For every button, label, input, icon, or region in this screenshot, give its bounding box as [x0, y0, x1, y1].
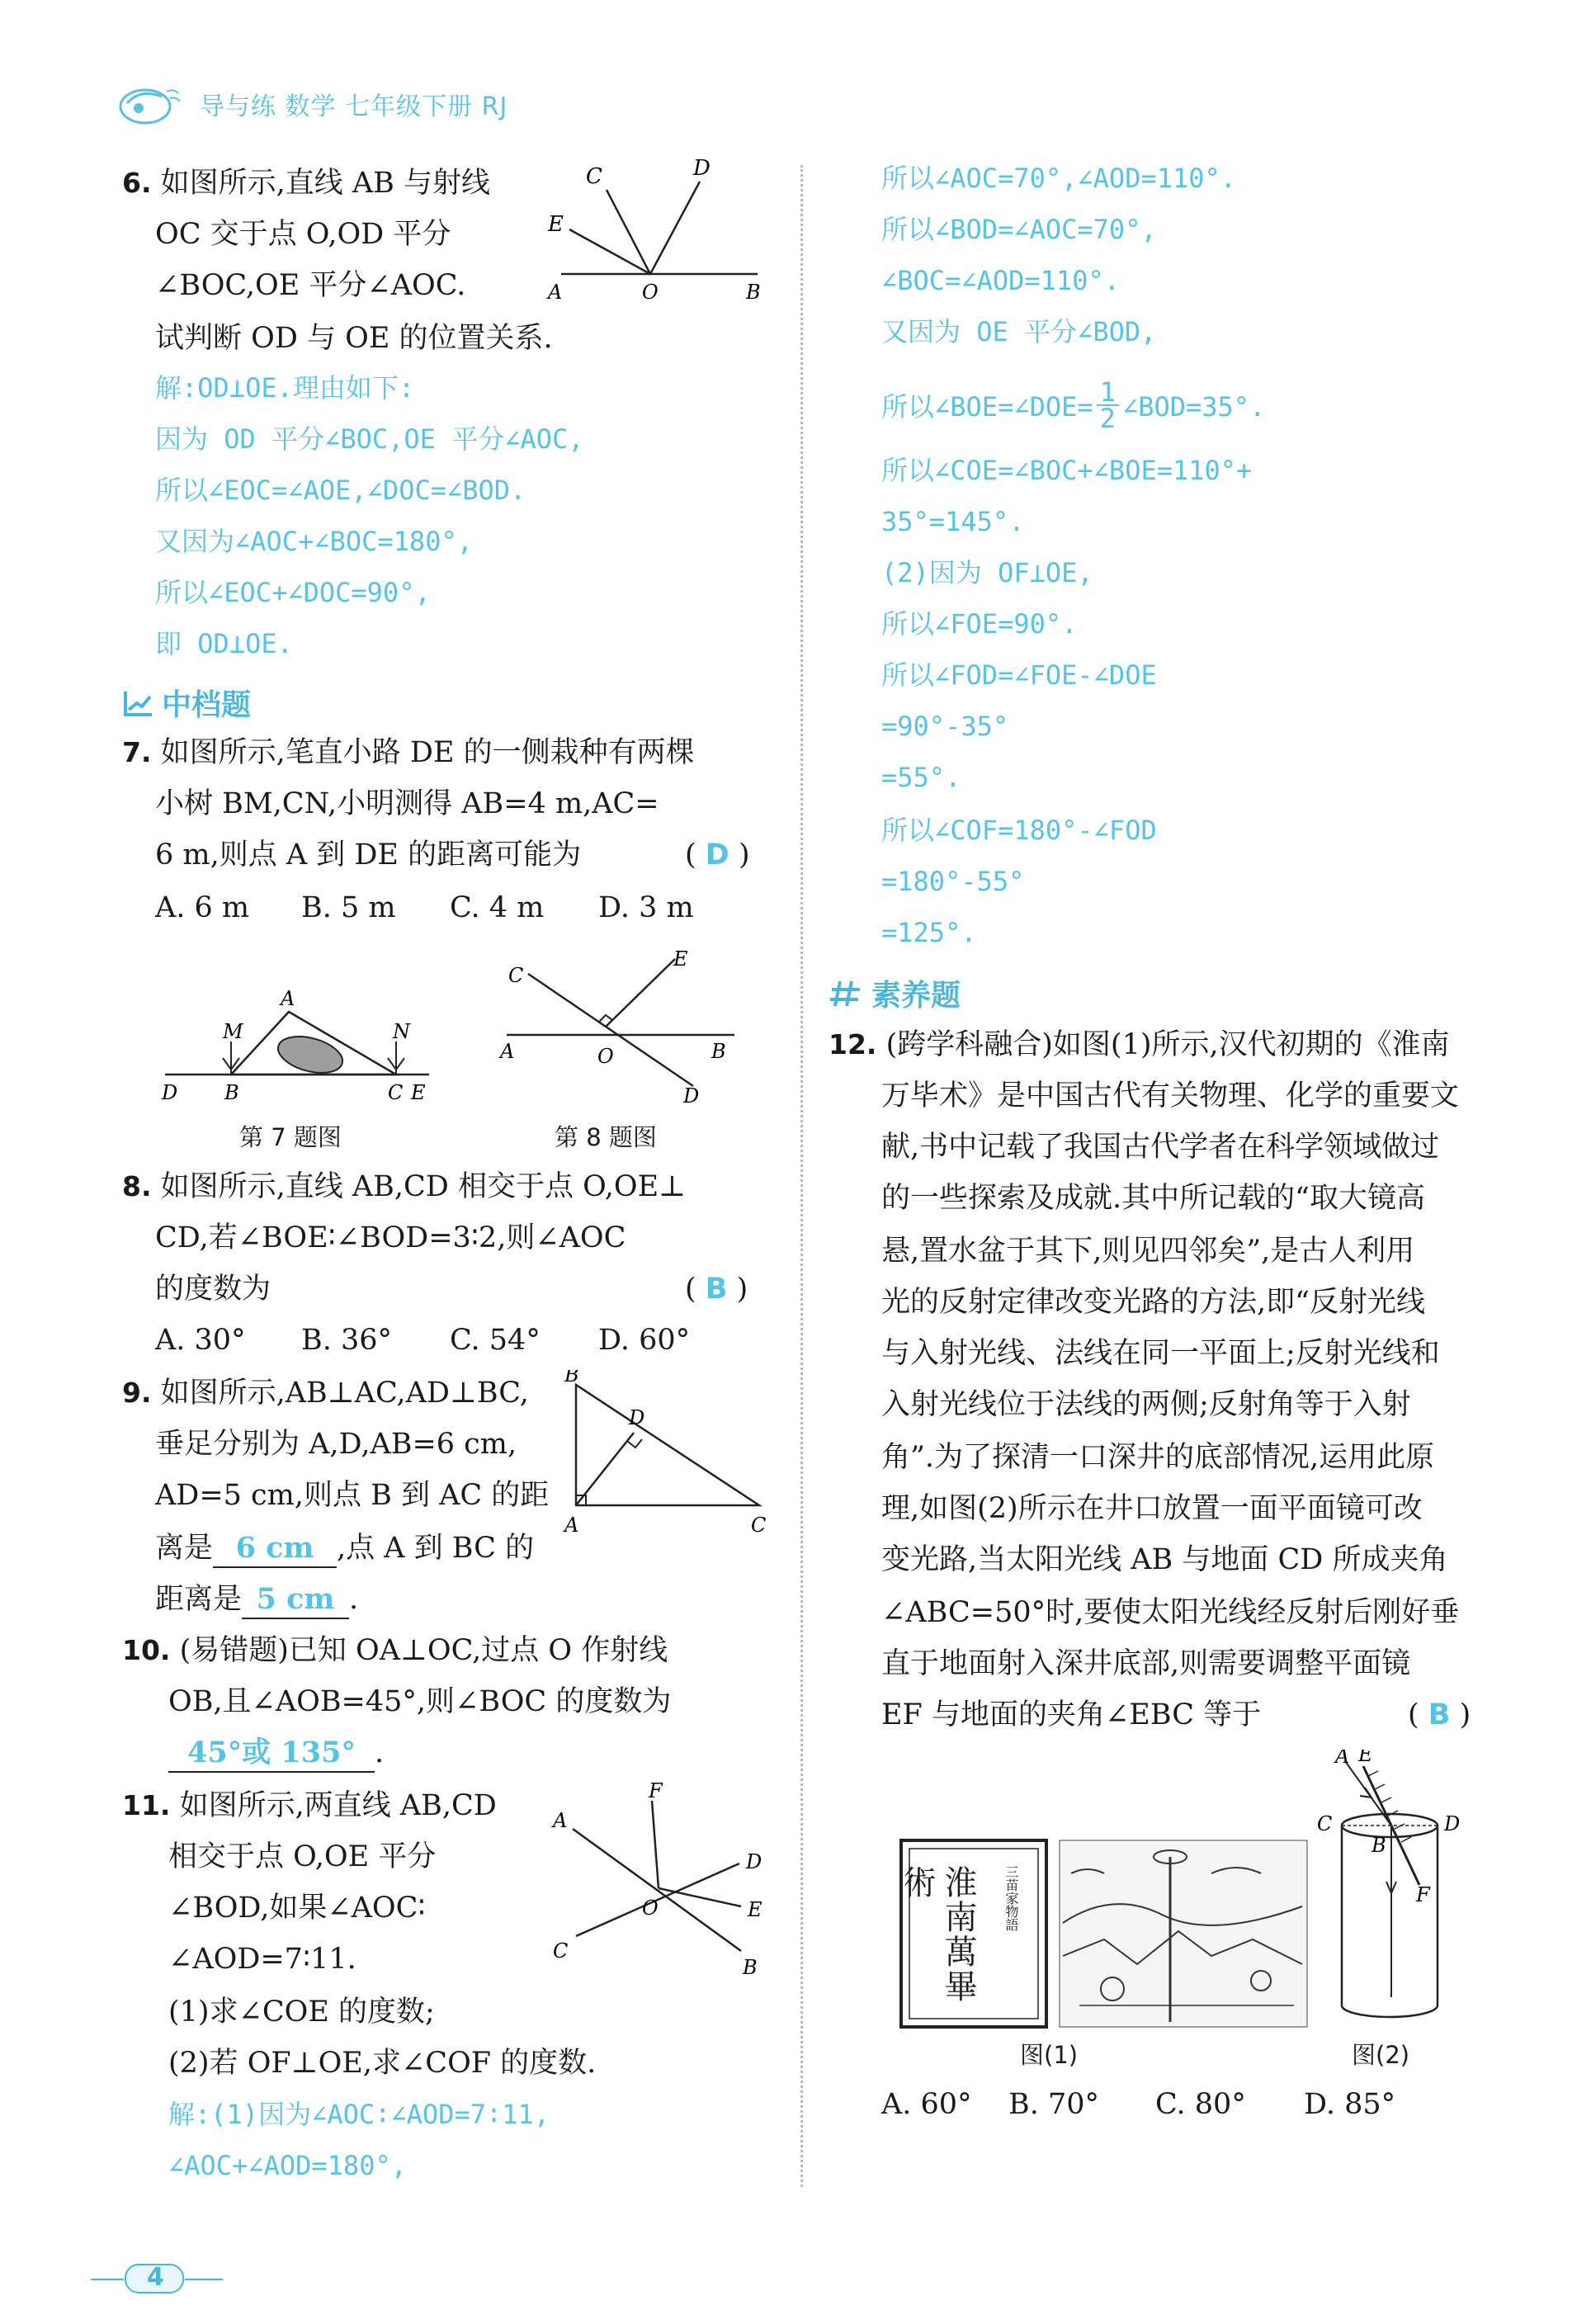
- label-f: F: [649, 1783, 663, 1802]
- label-c: C: [1317, 1812, 1333, 1835]
- answer-blank: 5 cm: [242, 1581, 349, 1619]
- option-b: B. 70°: [1008, 2088, 1100, 2121]
- solution-line: 即 OD⊥OE.: [155, 628, 293, 659]
- section-title: 中档题: [162, 688, 252, 722]
- solution-line: =125°.: [881, 917, 977, 948]
- section-mid: [122, 682, 251, 724]
- question-text: 变光路,当太阳光线 AB 与地面 CD 所成夹角: [881, 1543, 1448, 1576]
- question-text: 如图所示,直线 AB 与射线: [160, 167, 491, 200]
- option-a: A. 60°: [881, 2088, 972, 2121]
- answer-choice: B: [705, 1273, 728, 1306]
- figure-q11: [545, 1783, 776, 1984]
- label-o: O: [642, 281, 659, 304]
- label-c: C: [508, 964, 524, 987]
- label-a: A: [281, 987, 295, 1010]
- label-d: D: [683, 1084, 700, 1106]
- question-text: (跨学科融合)如图(1)所示,汉代初期的《淮南: [885, 1028, 1450, 1061]
- question-text: 如图所示,笔直小路 DE 的一侧栽种有两棵: [160, 736, 695, 769]
- figure-12-2: [1312, 1750, 1477, 2025]
- figure-q6: [536, 157, 784, 309]
- label-d: D: [1444, 1812, 1461, 1835]
- label-m: M: [223, 1020, 243, 1043]
- label-d: D: [162, 1081, 178, 1104]
- label-b: B: [743, 1956, 758, 1979]
- solution-line: 所以∠EOC=∠AOE,∠DOC=∠BOD.: [155, 475, 526, 506]
- question-text: AD=5 cm,则点 B 到 AC 的距: [155, 1479, 550, 1512]
- label-e: E: [411, 1081, 426, 1104]
- question-text: 垂足分别为 A,D,AB=6 cm,: [155, 1428, 517, 1461]
- header-title: 导与练 数学 七年级下册 RJ: [200, 92, 508, 121]
- option-c: C. 54°: [450, 1324, 541, 1357]
- solution-line: =180°-55°: [881, 866, 1025, 897]
- question-text: 小树 BM,CN,小明测得 AB=4 m,AC=: [155, 787, 659, 820]
- question-text: ∠ABC=50°时,要使太阳光线经反射后刚好垂: [881, 1596, 1460, 1629]
- label-e: E: [1358, 1750, 1373, 1766]
- book-title: 淮南萬畢術: [898, 1865, 977, 2004]
- figure-caption: 图(1): [1020, 2041, 1079, 2069]
- solution-line: 因为 OD 平分∠BOC,OE 平分∠AOC,: [155, 423, 584, 455]
- question-text: 6 m,则点 A 到 DE 的距离可能为: [155, 838, 582, 872]
- label-b: B: [1371, 1834, 1386, 1857]
- option-d: D. 3 m: [598, 891, 694, 924]
- solution-line: 所以∠COE=∠BOC+∠BOE=110°+: [881, 455, 1253, 486]
- solution-line: 所以∠BOD=∠AOC=70°,: [881, 214, 1157, 245]
- label-c: C: [751, 1514, 767, 1535]
- label-b: B: [564, 1370, 579, 1386]
- question-text: (易错题)已知 OA⊥OC,过点 O 作射线: [179, 1634, 668, 1667]
- solution-line: 又因为∠AOC+∠BOC=180°,: [155, 526, 473, 557]
- option-c: C. 80°: [1155, 2088, 1246, 2121]
- section-title: 素养题: [871, 979, 961, 1013]
- question-number: 6.: [122, 167, 152, 199]
- label-o: O: [597, 1045, 614, 1068]
- answer-choice: D: [705, 838, 729, 872]
- solution-line: ∠BOC=∠AOD=110°.: [881, 265, 1120, 296]
- book-side-text: 三苗家物語: [1003, 1865, 1019, 1931]
- answer-blank: 45°或 135°: [168, 1735, 375, 1773]
- label-a: A: [564, 1514, 579, 1535]
- logo-icon: [116, 80, 183, 128]
- question-number: 12.: [829, 1028, 877, 1060]
- question-text: 理,如图(2)所示在井口放置一面平面镜可改: [881, 1492, 1423, 1525]
- label-d: D: [746, 1850, 762, 1873]
- column-divider: [800, 165, 803, 2187]
- question-text: 如图所示,AB⊥AC,AD⊥BC,: [160, 1377, 529, 1410]
- option-d: D. 85°: [1304, 2088, 1396, 2121]
- label-a: A: [500, 1040, 515, 1063]
- label-e: E: [673, 947, 688, 971]
- question-text: EF 与地面的夹角∠EBC 等于: [881, 1698, 1262, 1731]
- option-c: C. 4 m: [450, 891, 545, 924]
- question-text: .: [349, 1583, 359, 1616]
- label-c: C: [586, 164, 602, 189]
- question-number: 9.: [122, 1377, 152, 1409]
- question-text: 如图所示,直线 AB,CD 相交于点 O,OE⊥: [160, 1170, 687, 1203]
- solution-line: =55°.: [881, 762, 961, 793]
- question-text: (2)若 OF⊥OE,求∠COF 的度数.: [168, 2047, 597, 2080]
- figure-caption: 第 8 题图: [555, 1123, 657, 1151]
- question-text: 离是: [155, 1532, 214, 1565]
- question-text: 献,书中记载了我国古代学者在科学领域做过: [881, 1131, 1440, 1164]
- question-text: 距离是: [155, 1583, 243, 1616]
- option-d: D. 60°: [598, 1324, 691, 1357]
- solution-line: ∠BOD=35°.: [1121, 391, 1266, 423]
- label-d: D: [693, 157, 711, 181]
- question-text: 光的反射定律改变光路的方法,即“反射光线: [881, 1286, 1426, 1319]
- option-a: A. 6 m: [155, 891, 250, 924]
- question-number: 11.: [122, 1789, 171, 1821]
- answer-blank: 6 cm: [213, 1530, 337, 1568]
- question-text: 与入射光线、法线在同一平面上;反射光线和: [881, 1337, 1440, 1370]
- question-text: 试判断 OD 与 OE 的位置关系.: [155, 322, 553, 355]
- figure-q7: [157, 982, 437, 1109]
- solution-line: (2)因为 OF⊥OE,: [881, 557, 1093, 588]
- question-text: 相交于点 O,OE 平分: [168, 1840, 437, 1873]
- question-text: 的一些探索及成就.其中所记载的“取大镜高: [881, 1182, 1426, 1215]
- label-c: C: [553, 1939, 569, 1963]
- question-text: 直于地面射入深井底部,则需要调整平面镜: [881, 1647, 1411, 1680]
- question-text: .: [375, 1736, 385, 1769]
- question-text: 万毕术》是中国古代有关物理、化学的重要文: [881, 1079, 1460, 1112]
- figure-caption: 第 7 题图: [239, 1123, 342, 1151]
- option-b: B. 5 m: [301, 891, 396, 924]
- question-text: 的度数为: [155, 1273, 271, 1306]
- fraction-half: [1097, 376, 1119, 434]
- label-n: N: [393, 1020, 410, 1043]
- label-d: D: [629, 1406, 645, 1429]
- header: [116, 79, 508, 129]
- label-b: B: [224, 1081, 239, 1104]
- fraction-numerator: 1: [1097, 380, 1119, 406]
- question-text: ,点 A 到 BC 的: [337, 1532, 535, 1565]
- question-number: 10.: [122, 1634, 171, 1666]
- question-text: OC 交于点 O,OD 平分: [155, 218, 451, 251]
- chart-icon: [122, 688, 155, 718]
- label-c: C: [388, 1081, 404, 1104]
- label-f: F: [1416, 1883, 1430, 1906]
- landscape-illustration-icon: [1060, 1840, 1307, 2027]
- figure-caption: 图(2): [1352, 2041, 1410, 2069]
- question-text: ∠BOC,OE 平分∠AOC.: [155, 269, 466, 302]
- label-e: E: [548, 212, 564, 237]
- fraction-denominator: 2: [1099, 403, 1116, 434]
- label-b: B: [711, 1040, 726, 1063]
- figure-q9: [561, 1370, 776, 1538]
- question-text: 如图所示,两直线 AB,CD: [179, 1789, 497, 1822]
- solution-line: 又因为 OE 平分∠BOD,: [881, 316, 1157, 347]
- page: 导与练 数学 七年级下册 RJ 6. 如图所示,直线 AB 与射线 OC 交于点 O,OD 平分 ∠BOC,OE 平分∠AOC. 试判断 OD 与 OE 的位置关系. 解:OD⊥OE.理由如下: 因为 OD 平分∠BOC,OE 平分∠AOC, 所以∠EOC=∠AOE,∠DOC=∠BOD. 又因为∠AOC+∠BOC=180°, 所以∠EOC+∠DOC=90°, 即 OD⊥OE. C D E A O B 中档题 7. 如图所示,笔直小路 DE 的一侧栽种有两棵 小树 BM,CN,小明测得 AB=4 m,AC= 6 m,则点 A 到 DE 的距离可能为 ( D ) A. 6 m B. 5 m C. 4 m D. 3 m A M N D B C E 第 7 题图 C E A O B D 第 8 题图 8. 如图所示,直线 AB,CD 相交于点 O,OE⊥ CD,若∠BOE∶∠BOD=3∶2,则∠AOC 的度数为 ( B ) A. 30° B. 36° C. 54° D. 60° 9. 如图所示,AB⊥AC,AD⊥BC, 垂足分别为 A,D,AB=6 cm, AD=5 cm,则点 B 到 AC 的距 离是 6 cm ,点 A 到 BC 的 距离是 5 cm . B D A C 10. (易错题)已知 OA⊥OC,过点 O 作射线 OB,且∠AOB=45°,则∠BOC 的度数为 45°或 135° . 11. 如图所示,两直线 AB,CD 相交于点 O,OE 平分 ∠BOD,如果∠AOC∶ ∠AOD=7∶11. (1)求∠COE 的度数; (2)若 OF⊥OE,求∠COF 的度数. 解:(1)因为∠AOC∶∠AOD=7∶11, ∠AOC+∠AOD=180°, F A D E O C B 所以∠AOC=70°,∠AOD=110°. 所以∠BOD=∠AOC=70°, ∠BOC=∠AOD=110°. 又因为 OE 平分∠BOD, 所以∠BOE=∠DOE= $\frac{1}{2}$ ∠BOD=35°. 所以∠COE=∠BOC+∠BOE=110°+ 35°=145°. (2)因为 OF⊥OE, 所以∠FOE=90°. 所以∠FOD=∠FOE-∠DOE =90°-35° =55°. 所以∠COF=180°-∠FOD =180°-55° =125°. 素养题 12. (跨学科融合)如图(1)所示,汉代初期的《淮南 万毕术》是中国古代有关物理、化学的重要文 献,书中记载了我国古代学者在科学领域做过 的一些探索及成就.其中所记载的“取大镜高 悬,置水盆于其下,则见四邻矣”,是古人利用 光的反射定律改变光路的方法,即“反射光线 与入射光线、法线在同一平面上;反射光线和 入射光线位于法线的两侧;反射角等于入射 角”.为了探清一口深井的底部情况,运用此原 理,如图(2)所示在井口放置一面平面镜可改 变光路,当太阳光线 AB 与地面 CD 所成夹角 ∠ABC=50°时,要使太阳光线经反射后刚好垂 直于地面射入深井底部,则需要调整平面镜 EF 与地面的夹角∠EBC 等于 ( B ) 淮南萬畢術 三苗家物語 图(1) A E C D B F 图(2) A. 60° B. 70° C. 80° D. 85° 4: [0, 0, 1591, 2324]
- question-text: CD,若∠BOE∶∠BOD=3∶2,则∠AOC: [155, 1221, 626, 1254]
- solution-line: =90°-35°: [881, 711, 1009, 742]
- page-number: 4: [147, 2263, 164, 2292]
- question-text: (1)求∠COE 的度数;: [168, 1996, 435, 2029]
- question-text: ∠BOD,如果∠AOC∶: [168, 1892, 426, 1925]
- solution-line: 所以∠FOE=90°.: [881, 608, 1078, 640]
- label-e: E: [748, 1898, 762, 1921]
- solution-line: 解:(1)因为∠AOC∶∠AOD=7∶11,: [168, 2099, 550, 2130]
- question-text: 角”.为了探清一口深井的底部情况,运用此原: [881, 1441, 1435, 1474]
- figure-q8: [495, 941, 743, 1109]
- question-text: OB,且∠AOB=45°,则∠BOC 的度数为: [168, 1685, 672, 1718]
- question-text: 悬,置水盆于其下,则见四邻矣”,是古人利用: [881, 1235, 1415, 1268]
- solution-line: 所以∠EOC+∠DOC=90°,: [155, 577, 431, 608]
- option-a: A. 30°: [155, 1324, 246, 1357]
- question-number: 7.: [122, 736, 152, 768]
- question-text: ∠AOD=7∶11.: [168, 1943, 356, 1976]
- solution-line: 解:OD⊥OE.理由如下:: [155, 372, 415, 404]
- option-b: B. 36°: [301, 1324, 393, 1357]
- label-a: A: [1335, 1750, 1350, 1768]
- solution-line: 所以∠AOC=70°,∠AOD=110°.: [881, 163, 1237, 194]
- label-a: A: [548, 281, 563, 304]
- section-literacy: [829, 972, 961, 1014]
- label-a: A: [553, 1809, 568, 1832]
- solution-line: 所以∠COF=180°-∠FOD: [881, 815, 1157, 846]
- figure-12-1: [898, 1824, 1310, 2034]
- question-text: 入射光线位于法线的两侧;反射角等于入射: [881, 1388, 1411, 1421]
- answer-choice: B: [1428, 1698, 1451, 1731]
- solution-line: ∠AOC+∠AOD=180°,: [168, 2150, 407, 2181]
- solution-line: 35°=145°.: [881, 506, 1025, 537]
- hash-icon: [829, 978, 865, 1009]
- label-o: O: [642, 1897, 659, 1920]
- solution-line: 所以∠BOE=∠DOE=: [881, 391, 1093, 423]
- question-number: 8.: [122, 1170, 152, 1202]
- solution-line: 所以∠FOD=∠FOE-∠DOE: [881, 659, 1157, 691]
- label-b: B: [746, 281, 761, 304]
